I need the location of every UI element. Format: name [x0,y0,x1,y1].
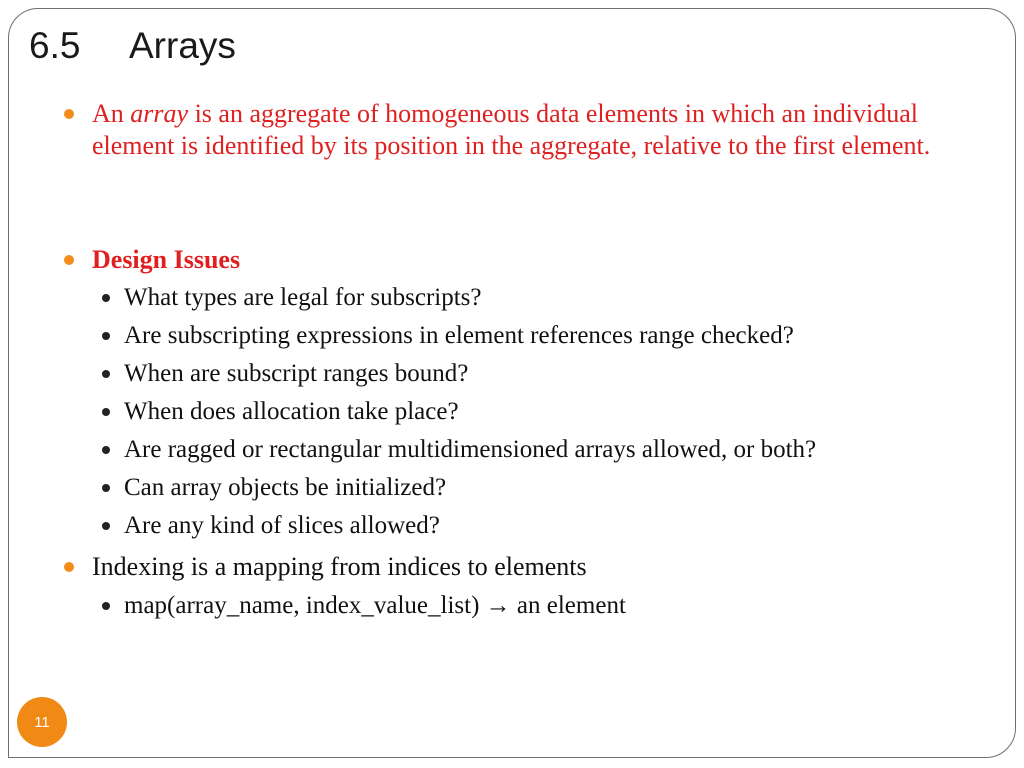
orange-bullet-icon [64,562,74,572]
slide-content [64,98,974,621]
bullet-dot-icon [102,408,110,416]
section-number: 6.5 [29,25,81,66]
orange-bullet-icon [64,109,74,119]
definition-term: array [130,99,189,128]
bullet-dot-icon [102,484,110,492]
design-issue-item [64,510,974,541]
design-issues-heading [64,244,974,276]
slide-title [29,26,236,66]
indexing-bullet [64,551,974,583]
page-number-badge [17,697,67,747]
definition-prefix: An [92,99,131,128]
design-issues-heading-text: Design Issues [92,245,241,274]
design-issue-text: What types are legal for subscripts? [124,284,482,311]
design-issue-text: Are any kind of slices allowed? [124,512,440,539]
design-issue-item [64,396,974,427]
bullet-dot-icon [102,522,110,530]
design-issue-item [64,358,974,389]
design-issue-text: Are ragged or rectangular multidimensioned arrays allowed, or both? [124,436,817,463]
design-issue-item [64,282,974,313]
indexing-item [64,590,974,621]
design-issue-text: Are subscripting expressions in element references range checked? [124,322,794,349]
design-issue-item [64,434,904,465]
orange-bullet-icon [64,255,74,265]
bullet-dot-icon [102,602,110,610]
definition-bullet [64,98,974,194]
indexing-text: Indexing is a mapping from indices to elements [92,552,587,581]
design-issue-item [64,320,974,351]
design-issue-text: When does allocation take place? [124,398,459,425]
page-number: 11 [34,713,50,731]
indexing-item-text: map(array_name, index_value_list) → an element [124,592,626,619]
design-issue-text: When are subscript ranges bound? [124,360,469,387]
bullet-dot-icon [102,332,110,340]
title-text: Arrays [129,25,236,66]
bullet-dot-icon [102,446,110,454]
bullet-dot-icon [102,294,110,302]
bullet-dot-icon [102,370,110,378]
design-issue-item [64,472,974,503]
design-issue-text: Can array objects be initialized? [124,474,447,501]
definition-text: is an aggregate of homogeneous data elements in which an individual element is identified by its position in the aggregate, relative to the first element. [92,99,931,160]
